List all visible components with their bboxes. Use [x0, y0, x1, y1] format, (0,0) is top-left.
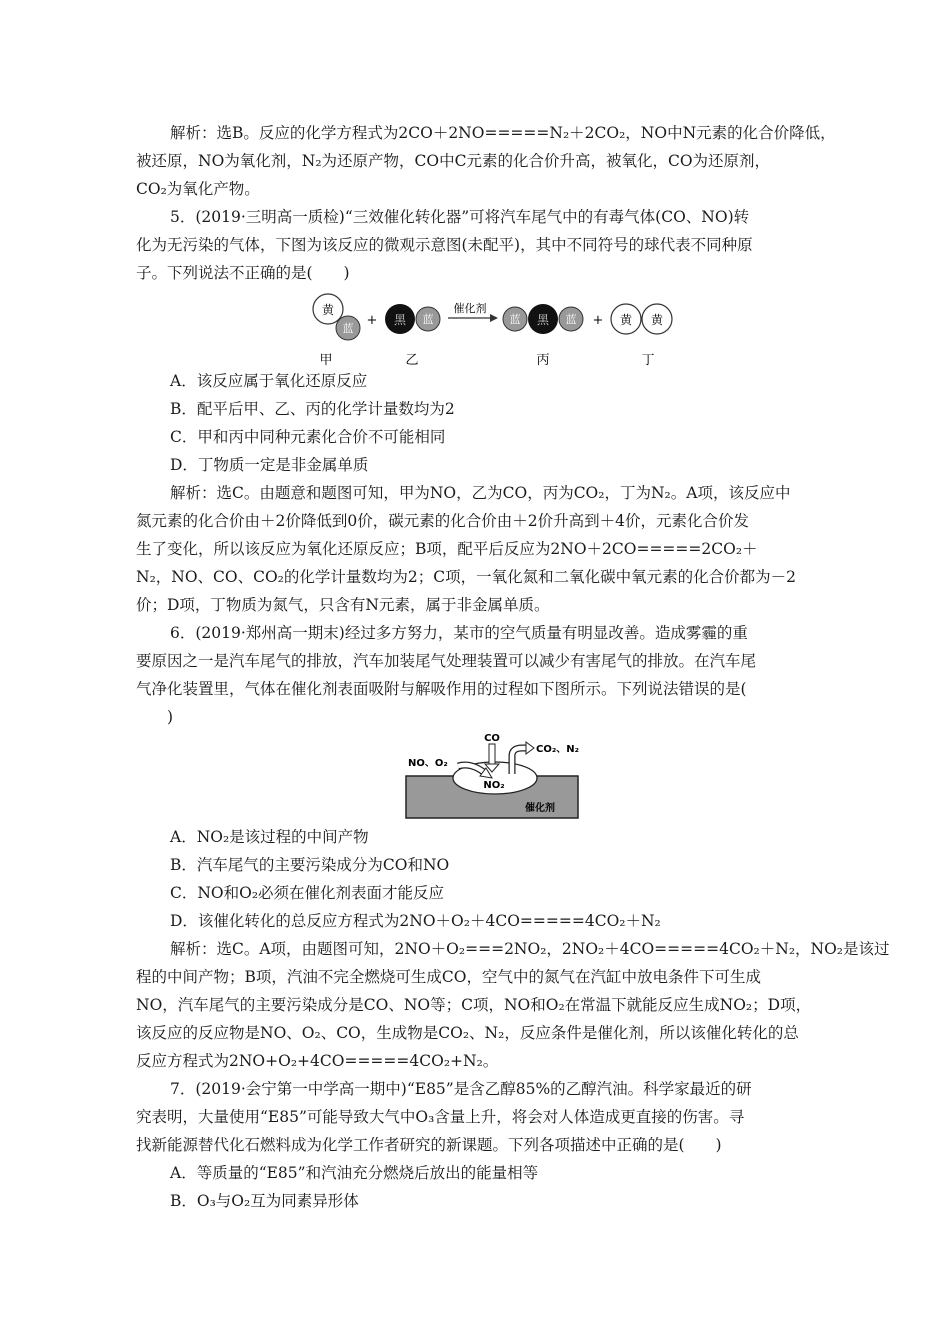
q5-stem-line-1: 5．(2019·三明高一质检)“三效催化转化器”可将汽车尾气中的有毒气体(CO、NO)转: [170, 208, 750, 226]
q6-stem-line-2: 要原因之一是汽车尾气的排放，汽车加装尾气处理装置可以减少有害尾气的排放。在汽车尾: [136, 652, 757, 670]
label-jia: 甲: [319, 353, 333, 368]
atom-blue-label: 蓝: [565, 313, 577, 326]
q7-stem-line-1: 7．(2019·会宁第一中学高一期中)“E85”是含乙醇85%的乙醇汽油。科学家最近的研: [170, 1080, 752, 1098]
catalyst-diagram: [400, 730, 590, 822]
atom-blue-label: 蓝: [509, 313, 521, 326]
q6-stem-line-4: ): [136, 708, 174, 726]
q6-analysis-line-2: 程的中间产物；B项，汽油不完全燃烧可生成CO，空气中的氮气在汽缸中放电条件下可生成: [136, 968, 761, 986]
q6-option-d: D．该催化转化的总反应方程式为2NO＋O₂＋4CO=====4CO₂＋N₂: [170, 912, 661, 930]
q4-analysis-line-2: 被还原，NO为氧化剂，N₂为还原产物，CO中C元素的化合价升高，被氧化，CO为还原剂，: [136, 152, 771, 170]
label-bing: 丙: [536, 353, 550, 368]
label-yi: 乙: [405, 353, 419, 368]
co2-n2-label: CO₂、N₂: [536, 744, 579, 755]
arrow-co2-n2-out: [526, 742, 534, 754]
q6-analysis-line-1: 解析：选C。A项，由题图可知，2NO＋O₂===2NO₂，2NO₂＋4CO=====4CO₂＋N₂，NO₂是该过: [170, 940, 890, 958]
no-o2-label: NO、O₂: [408, 758, 448, 769]
q5-option-d: D．丁物质一定是非金属单质: [170, 456, 369, 474]
q4-analysis-line-3: CO₂为氧化产物。: [136, 180, 260, 198]
plus-sign-2: +: [592, 313, 604, 328]
q5-option-a: A．该反应属于氧化还原反应: [170, 372, 368, 390]
atom-black-label: 黑: [536, 313, 550, 327]
label-ding: 丁: [641, 353, 655, 368]
q5-analysis-line-4: N₂，NO、CO、CO₂的化学计量数均为2；C项，一氧化氮和二氧化碳中氧元素的化合价都为－2: [136, 568, 796, 586]
q5-stem-line-2: 化为无污染的气体，下图为该反应的微观示意图(未配平)，其中不同符号的球代表不同种原: [136, 236, 753, 254]
q6-stem-line-1: 6．(2019·郑州高一期末)经过多方努力，某市的空气质量有明显改善。造成雾霾的重: [170, 624, 748, 642]
q5-analysis-line-5: 价；D项，丁物质为氮气，只含有N元素，属于非金属单质。: [136, 596, 550, 614]
no2-label: NO₂: [483, 780, 505, 791]
q6-option-c: C．NO和O₂必须在催化剂表面才能反应: [170, 884, 445, 902]
atom-blue-label: 蓝: [422, 313, 434, 326]
q7-stem-line-2: 究表明，大量使用“E85”可能导致大气中O₃含量上升，将会对人体造成更直接的伤害。寻: [136, 1108, 745, 1126]
atom-yellow-label: 黄: [650, 313, 664, 327]
q7-option-a: A．等质量的“E85”和汽油充分燃烧后放出的能量相等: [170, 1164, 539, 1182]
q6-option-a: A．NO₂是该过程的中间产物: [170, 828, 369, 846]
q5-option-c: C．甲和丙中同种元素化合价不可能相同: [170, 428, 446, 446]
q7-stem-line-3: 找新能源替代化石燃料成为化学工作者研究的新课题。下列各项描述中正确的是( ): [136, 1136, 722, 1154]
q5-analysis-line-2: 氮元素的化合价由＋2价降低到0价，碳元素的化合价由＋2价升高到＋4价，元素化合价发: [136, 512, 749, 530]
q5-stem-line-3: 子。下列说法不正确的是( ): [136, 264, 350, 282]
atom-yellow-label: 黄: [321, 303, 335, 317]
q6-option-b: B．汽车尾气的主要污染成分为CO和NO: [170, 856, 450, 874]
atom-blue-label: 蓝: [342, 322, 354, 335]
q5-analysis-line-3: 生了变化，所以该反应为氧化还原反应；B项，配平后反应为2NO＋2CO=====2CO₂＋: [136, 540, 758, 558]
q6-stem-line-3: 气净化装置里，气体在催化剂表面吸附与解吸作用的过程如下图所示。下列说法错误的是(: [136, 680, 747, 698]
q6-analysis-line-3: NO，汽车尾气的主要污染成分是CO、NO等；C项，NO和O₂在常温下就能反应生成NO₂；D项，: [136, 996, 812, 1014]
q5-analysis-line-1: 解析：选C。由题意和题图可知，甲为NO，乙为CO，丙为CO₂，丁为N₂。A项，该反应中: [170, 484, 791, 502]
atom-black-label: 黑: [393, 313, 407, 327]
q5-option-b: B．配平后甲、乙、丙的化学计量数均为2: [170, 400, 455, 418]
q6-analysis-line-5: 反应方程式为2NO+O₂+4CO=====4CO₂+N₂。: [136, 1052, 499, 1070]
catalyst-text: 催化剂: [525, 803, 555, 814]
q4-analysis-line-1: 解析：选B。反应的化学方程式为2CO＋2NO=====N₂＋2CO₂，NO中N元素的化合价降低，: [170, 124, 836, 142]
atom-yellow-label: 黄: [619, 313, 633, 327]
q7-option-b: B．O₃与O₂互为同素异形体: [170, 1192, 359, 1210]
plus-sign-1: +: [366, 313, 378, 328]
reaction-diagram: [300, 292, 690, 372]
co-label: CO: [484, 733, 500, 744]
catalyst-label: 催化剂: [453, 302, 487, 315]
q6-analysis-line-4: 该反应的反应物是NO、O₂、CO，生成物是CO₂、N₂，反应条件是催化剂，所以该催化转化的总: [136, 1024, 799, 1042]
